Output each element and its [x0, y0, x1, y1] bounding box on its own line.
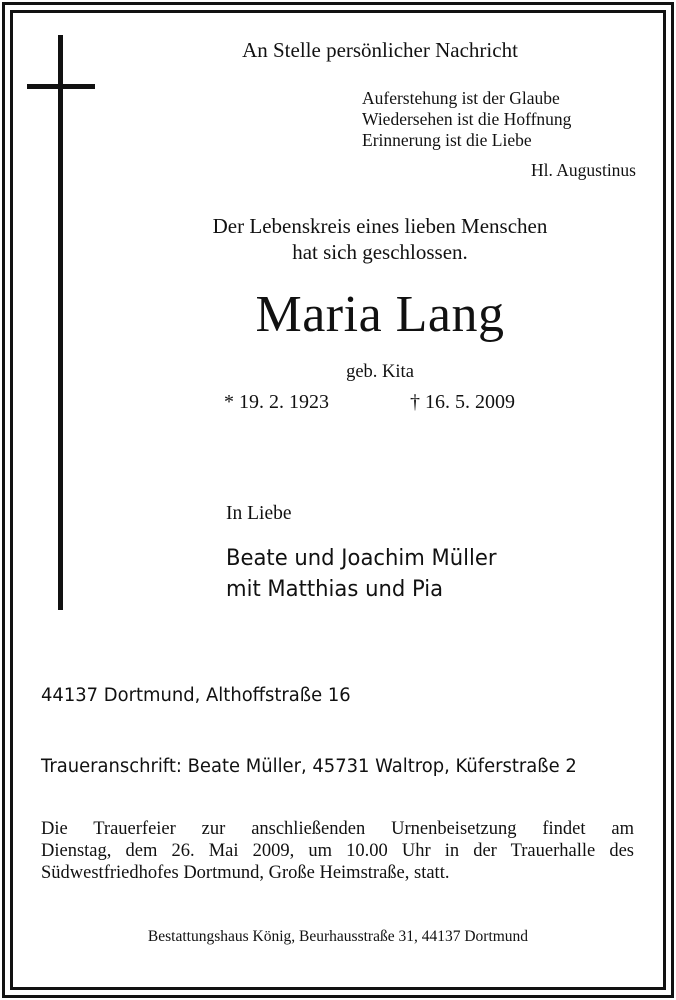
- quote-line: Wiedersehen ist die Hoffnung: [362, 109, 572, 129]
- intro-line: Der Lebenskreis eines lieben Menschen: [212, 214, 548, 238]
- service-line: Südwestfriedhofes Dortmund, Große Heimstraße, statt.: [41, 863, 450, 883]
- service-line: Dienstag, dem 26. Mai 2009, um 10.00 Uhr in der Trauerhalle des: [41, 841, 634, 861]
- family-line: mit Matthias und Pia: [226, 577, 444, 602]
- funeral-home: Bestattungshaus König, Beurhausstraße 31, 44137 Dortmund: [147, 928, 529, 945]
- service-line: Die Trauerfeier zur anschließenden Urnenbeisetzung findet am: [41, 819, 634, 839]
- death-date: † 16. 5. 2009: [410, 391, 515, 413]
- cross-horizontal-bar: [27, 84, 95, 89]
- quote: [362, 88, 571, 151]
- service-details: [41, 818, 634, 884]
- quote-line: Erinnerung ist die Liebe: [362, 130, 532, 150]
- family-names: [226, 543, 497, 605]
- quote-line: Auferstehung ist der Glaube: [362, 88, 560, 108]
- intro-text: [0, 213, 676, 265]
- maiden-name: geb. Kita: [346, 362, 414, 382]
- in-love-label: In Liebe: [226, 503, 292, 524]
- notice-heading: An Stelle persönlicher Nachricht: [242, 38, 518, 62]
- family-line: Beate und Joachim Müller: [226, 546, 497, 571]
- mourning-address: Traueranschrift: Beate Müller, 45731 Waltrop, Küferstraße 2: [41, 756, 577, 777]
- quote-author: Hl. Augustinus: [530, 160, 636, 180]
- birth-date: * 19. 2. 1923: [224, 391, 329, 413]
- intro-line: hat sich geschlossen.: [292, 240, 468, 264]
- home-address: 44137 Dortmund, Althoffstraße 16: [41, 685, 351, 706]
- deceased-name: Maria Lang: [255, 286, 505, 343]
